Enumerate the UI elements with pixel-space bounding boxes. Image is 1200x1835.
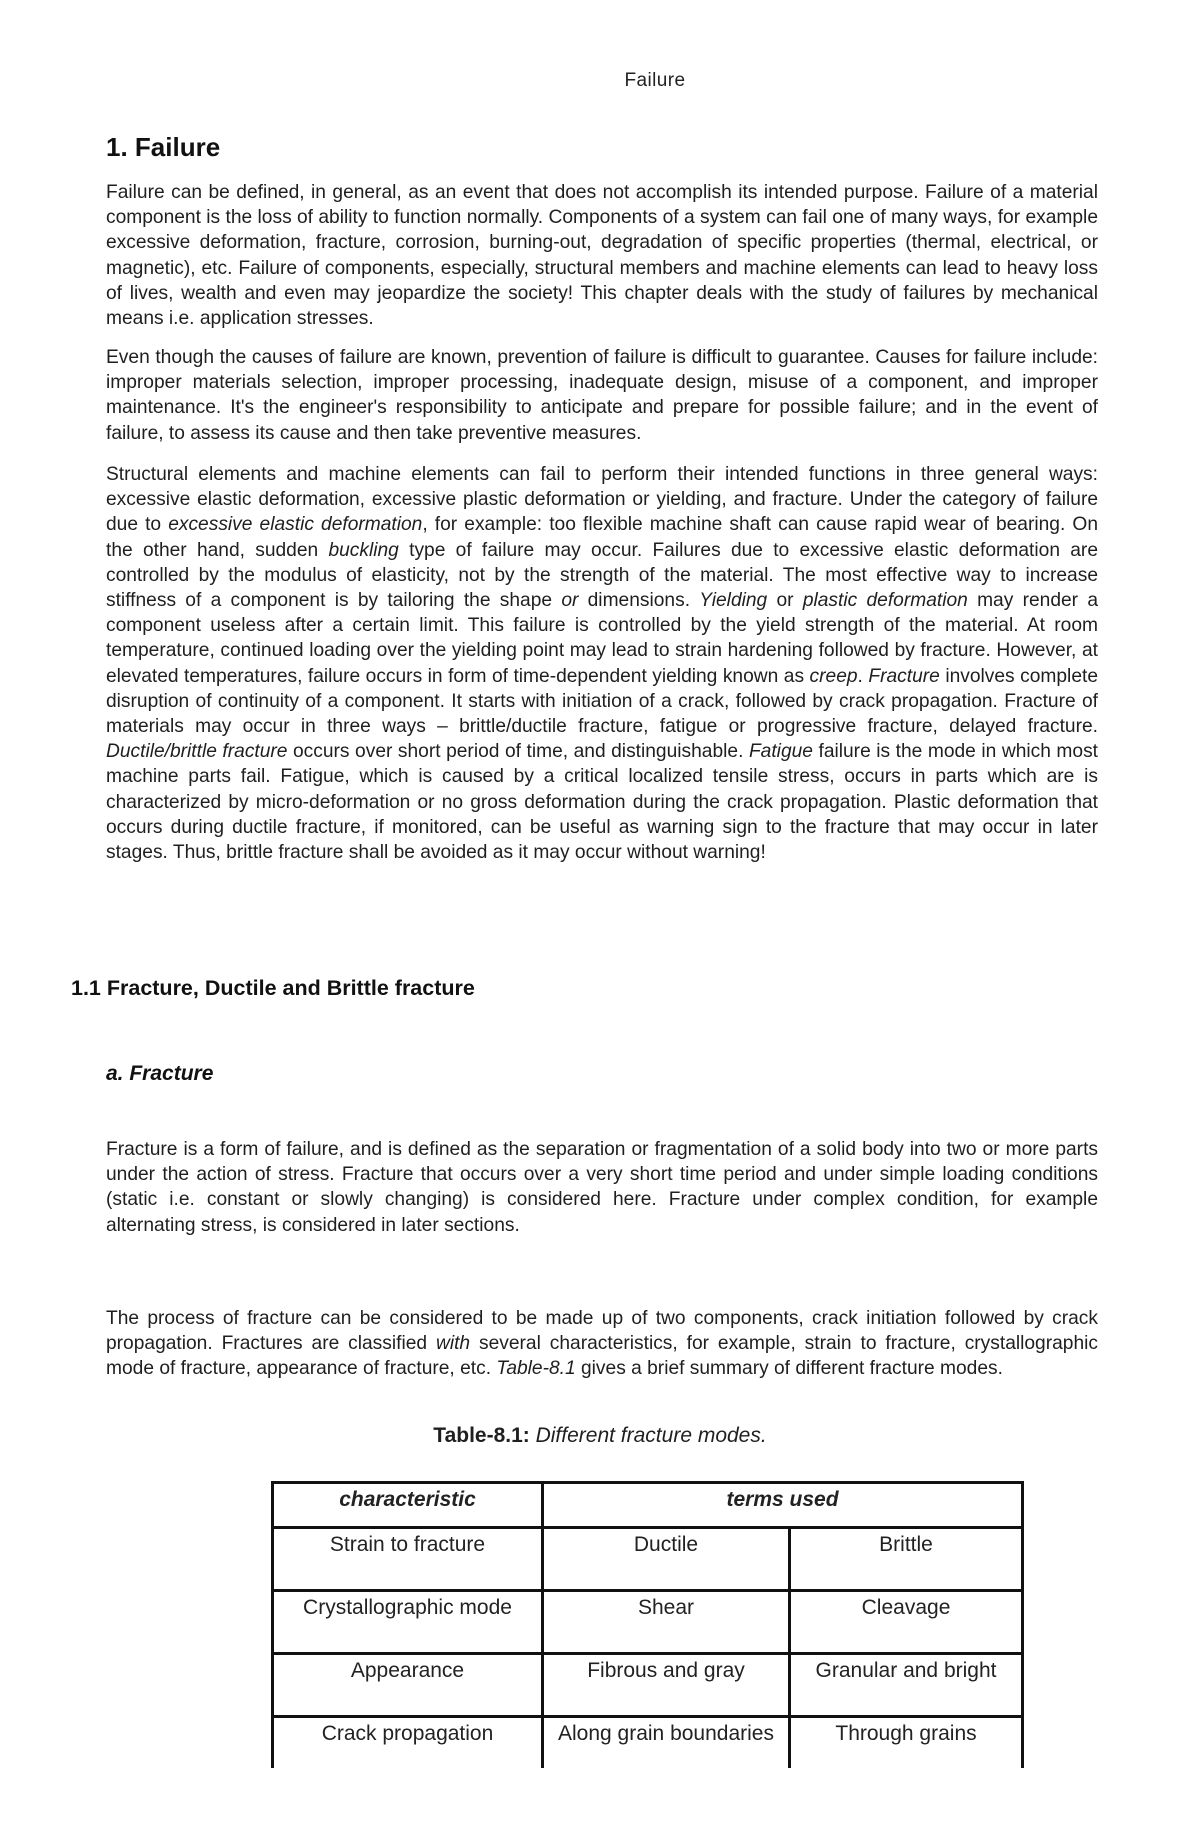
table-caption-text: Different fracture modes.: [529, 1424, 767, 1447]
table-reference: Table-8.1: [496, 1358, 576, 1380]
cell-term-2: Through grains: [790, 1717, 1023, 1769]
cell-characteristic: Crack propagation: [273, 1717, 543, 1769]
term-creep: creep: [809, 665, 858, 687]
table-header-row: [273, 1483, 1023, 1528]
cell-term-2: Granular and bright: [790, 1654, 1023, 1717]
running-header: Failure: [624, 70, 686, 91]
table-caption: [0, 1424, 1200, 1448]
header-characteristic: characteristic: [273, 1483, 543, 1528]
cell-term-1: Ductile: [543, 1528, 790, 1591]
cell-characteristic: Crystallographic mode: [273, 1591, 543, 1654]
paragraph-definition: Failure can be defined, in general, as an event that does not accomplish its intended purpose. Failure of a material component is the loss of ability to function normally. Components of a system can fail one of many ways, for example excessive deformation, fracture, corrosion, burning-out, degradation of specific properties (thermal, electrical, or magnetic), etc. Failure of components, especially, structural members and machine elements can lead to heavy loss of lives, wealth and even may jeopardize the society! This chapter deals with the study of failures by mechanical means i.e. application stresses.: [106, 182, 1098, 330]
subsubsection-heading-a-fracture: a. Fracture: [106, 1062, 214, 1085]
table-row: [273, 1654, 1023, 1717]
table-row: [273, 1591, 1023, 1654]
term-fracture: Fracture: [868, 665, 940, 687]
paragraph-causes: Even though the causes of failure are known, prevention of failure is difficult to guarantee. Causes for failure include: improper materials selection, improper processing, inadequate design, misuse of a component, and improper maintenance. It's the engineer's responsibility to anticipate and prepare for possible failure; and in the event of failure, to assess its cause and then take preventive measures.: [106, 347, 1098, 444]
cell-term-1: Along grain boundaries: [543, 1717, 790, 1769]
section-heading-failure: 1. Failure: [106, 132, 221, 162]
term-plastic-deformation: plastic deformation: [802, 590, 968, 612]
cell-term-1: Fibrous and gray: [543, 1654, 790, 1717]
paragraph-fracture-definition: Fracture is a form of failure, and is defined as the separation or fragmentation of a solid body into two or more parts under the action of stress. Fracture that occurs over a very short time period and under simple loading conditions (static i.e. constant or slowly changing) is considered here. Fracture under complex condition, for example alternating stress, is considered in later sections.: [106, 1139, 1098, 1236]
cell-term-2: Cleavage: [790, 1591, 1023, 1654]
cell-characteristic: Appearance: [273, 1654, 543, 1717]
cell-term-1: Shear: [543, 1591, 790, 1654]
term-buckling: buckling: [328, 539, 399, 561]
fracture-modes-table: [271, 1481, 1024, 1768]
paragraph-fracture-process: The process of fracture can be considered to be made up of two components, crack initiation followed by crack propagation. Fractures are classified with several characteristics, for example, strain to fracture, crystallographic mode of fracture, appearance of fracture, etc. Table-8.1 gives a brief summary of different fracture modes.: [106, 1308, 1098, 1380]
term-ductile-brittle: Ductile/brittle fracture: [106, 741, 288, 763]
cell-term-2: Brittle: [790, 1528, 1023, 1591]
subsection-heading-fracture: 1.1 Fracture, Ductile and Brittle fracture: [71, 976, 475, 1000]
table-row: [273, 1528, 1023, 1591]
table-caption-label: Table-8.1:: [433, 1424, 530, 1447]
paragraph-failure-modes: Structural elements and machine elements can fail to perform their intended functions in three general ways: excessive elastic deformation, excessive plastic deformation or yielding, and fracture. Under the category of failure due to excessive elastic deformation, for example: too flexible machine shaft can cause rapid wear of bearing. On the other hand, sudden buckling type of failure may occur. Failures due to excessive elastic deformation are controlled by the modulus of elasticity, not by the strength of the material. The most effective way to increase stiffness of a component is by tailoring the shape or dimensions. Yielding or plastic deformation may render a component useless after a certain limit. This failure is controlled by the yield strength of the material. At room temperature, continued loading over the yielding point may lead to strain hardening followed by fracture. However, at elevated temperatures, failure occurs in form of time-dependent yielding known as creep. Fracture involves complete disruption of continuity of a component. It starts with initiation of a crack, followed by crack propagation. Fracture of materials may occur in three ways – brittle/ductile fracture, fatigue or progressive fracture, delayed fracture. Ductile/brittle fracture occurs over short period of time, and distinguishable. Fatigue failure is the mode in which most machine parts fail. Fatigue, which is caused by a critical localized tensile stress, occurs in parts which are is characterized by micro-deformation or no gross deformation during the crack propagation. Plastic deformation that occurs during ductile fracture, if monitored, can be useful as warning sign to the fracture that may occur in later stages. Thus, brittle fracture shall be avoided as it may occur without warning!: [106, 464, 1099, 864]
term-elastic-deformation: excessive elastic deformation: [168, 514, 423, 536]
header-terms-used: terms used: [543, 1483, 1023, 1528]
term-yielding: Yielding: [699, 590, 768, 612]
cell-characteristic: Strain to fracture: [273, 1528, 543, 1591]
term-fatigue: Fatigue: [748, 741, 813, 763]
table-row: [273, 1717, 1023, 1769]
